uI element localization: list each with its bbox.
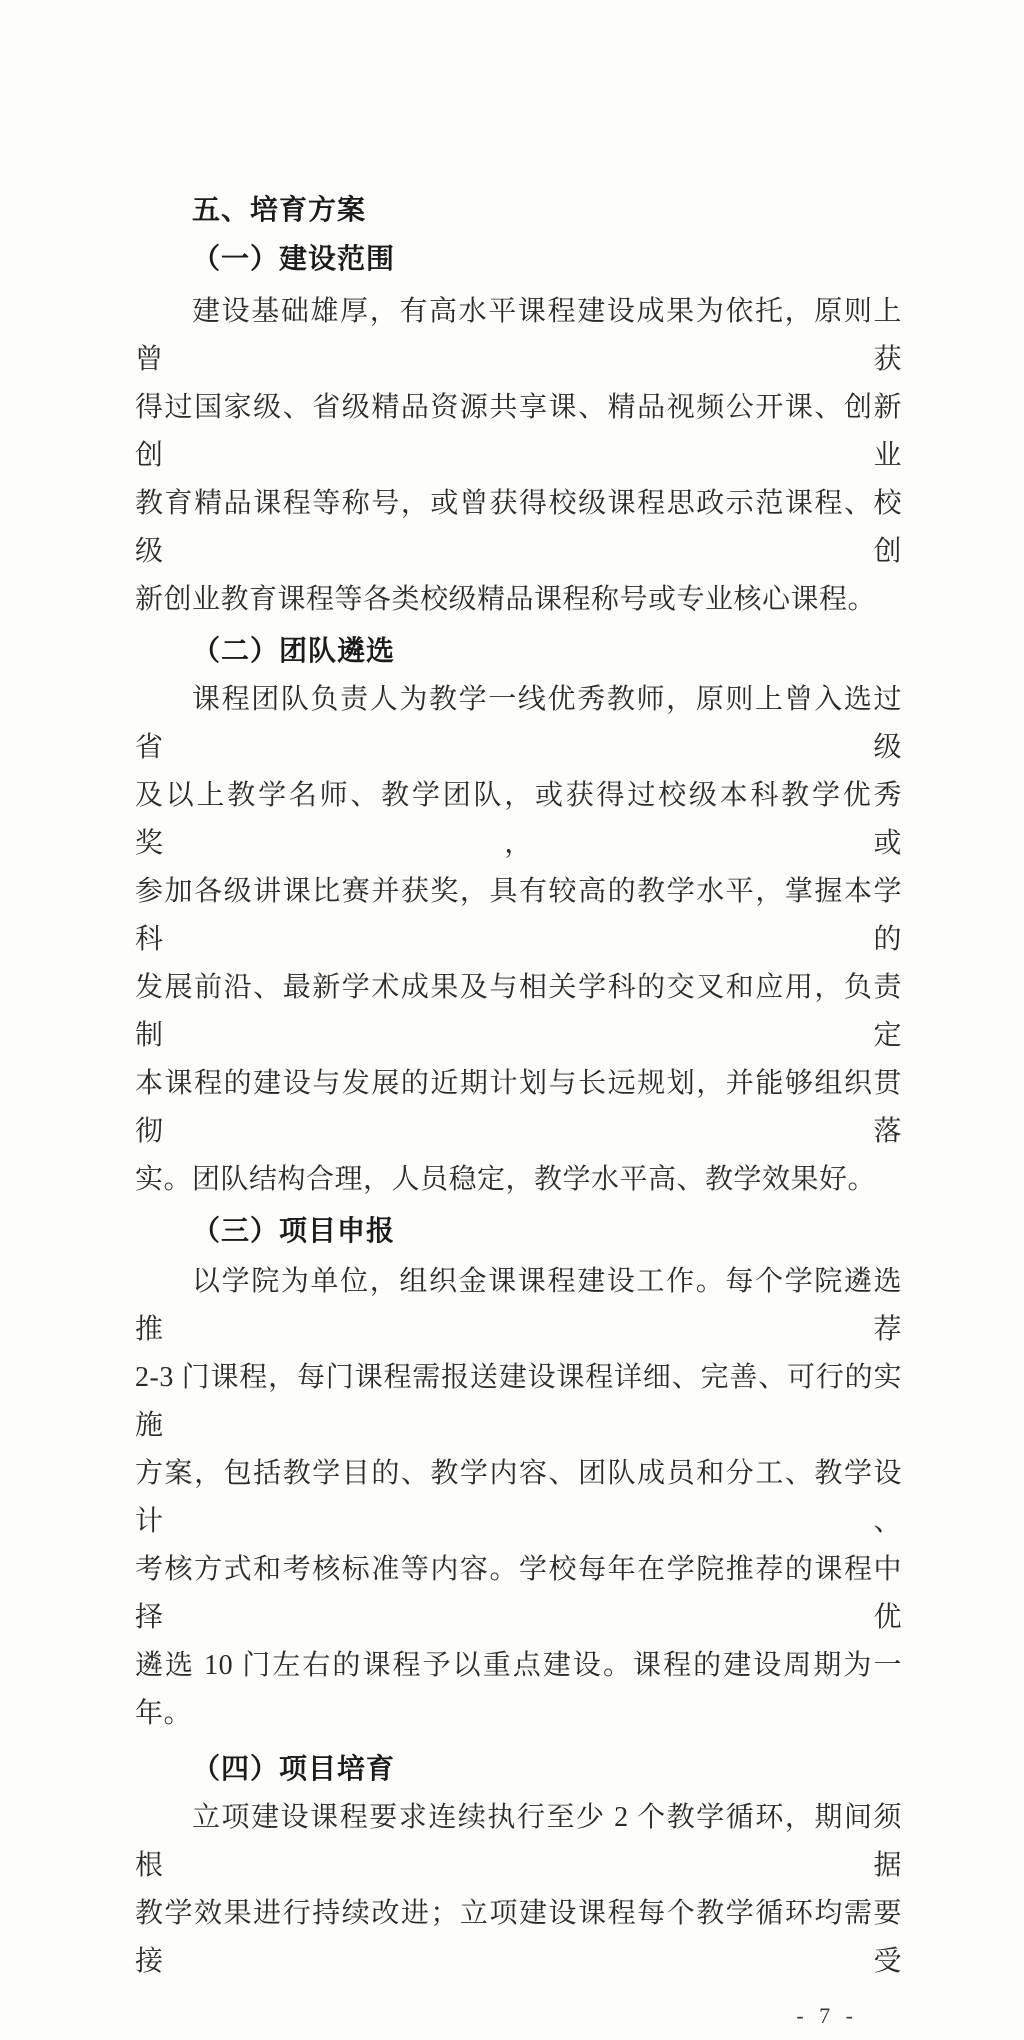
subsection-heading-2: （二）团队遴选 [192,636,396,667]
text-line: 教学效果进行持续改进；立项建设课程每个教学循环均需要接受 [135,1898,902,1977]
text-line: 新创业教育课程等各类校级精品课程称号或专业核心课程。 [135,584,877,615]
text-line: 遴选 10 门左右的课程予以重点建设。课程的建设周期为一年。 [135,1650,902,1729]
subsection-heading-3: （三）项目申报 [192,1216,396,1247]
text-line: 立项建设课程要求连续执行至少 2 个教学循环，期间须根据 [135,1802,902,1881]
text-line: 发展前沿、最新学术成果及与相关学科的交叉和应用，负责制定 [135,972,902,1051]
paragraph-3 [135,1258,902,1738]
text-line: 及以上教学名师、教学团队，或获得过校级本科教学优秀奖，或 [135,780,902,859]
text-line: 教育精品课程等称号，或曾获得校级课程思政示范课程、校级创 [135,488,902,567]
text-line: 实。团队结构合理，人员稳定，教学水平高、教学效果好。 [135,1164,877,1195]
subsection-heading-1: （一）建设范围 [192,244,396,275]
text-line: 方案，包括教学目的、教学内容、团队成员和分工、教学设计、 [135,1458,902,1537]
page-footer [135,1992,902,2040]
subsection-heading-4: （四）项目培育 [192,1754,396,1785]
text-line: 考核方式和考核标准等内容。学校每年在学院推荐的课程中择优 [135,1554,902,1633]
paragraph-2 [135,676,902,1204]
main-heading: 五、培育方案 [192,194,367,225]
text-line: 参加各级讲课比赛并获奖，具有较高的教学水平，掌握本学科的 [135,876,902,955]
paragraph-4 [135,1794,902,1986]
page-number: - 7 - [796,2003,858,2028]
text-line: 课程团队负责人为教学一线优秀教师，原则上曾入选过省级 [135,684,902,763]
text-line: 本课程的建设与发展的近期计划与长远规划，并能够组织贯彻落 [135,1068,902,1147]
text-line: 以学院为单位，组织金课课程建设工作。每个学院遴选推荐 [135,1266,902,1345]
text-line: 2-3 门课程，每门课程需报送建设课程详细、完善、可行的实施 [135,1362,902,1441]
paragraph-1 [135,288,902,624]
text-line: 建设基础雄厚，有高水平课程建设成果为依托，原则上曾获 [135,296,902,375]
text-line: 得过国家级、省级精品资源共享课、精品视频公开课、创新创业 [135,392,902,471]
